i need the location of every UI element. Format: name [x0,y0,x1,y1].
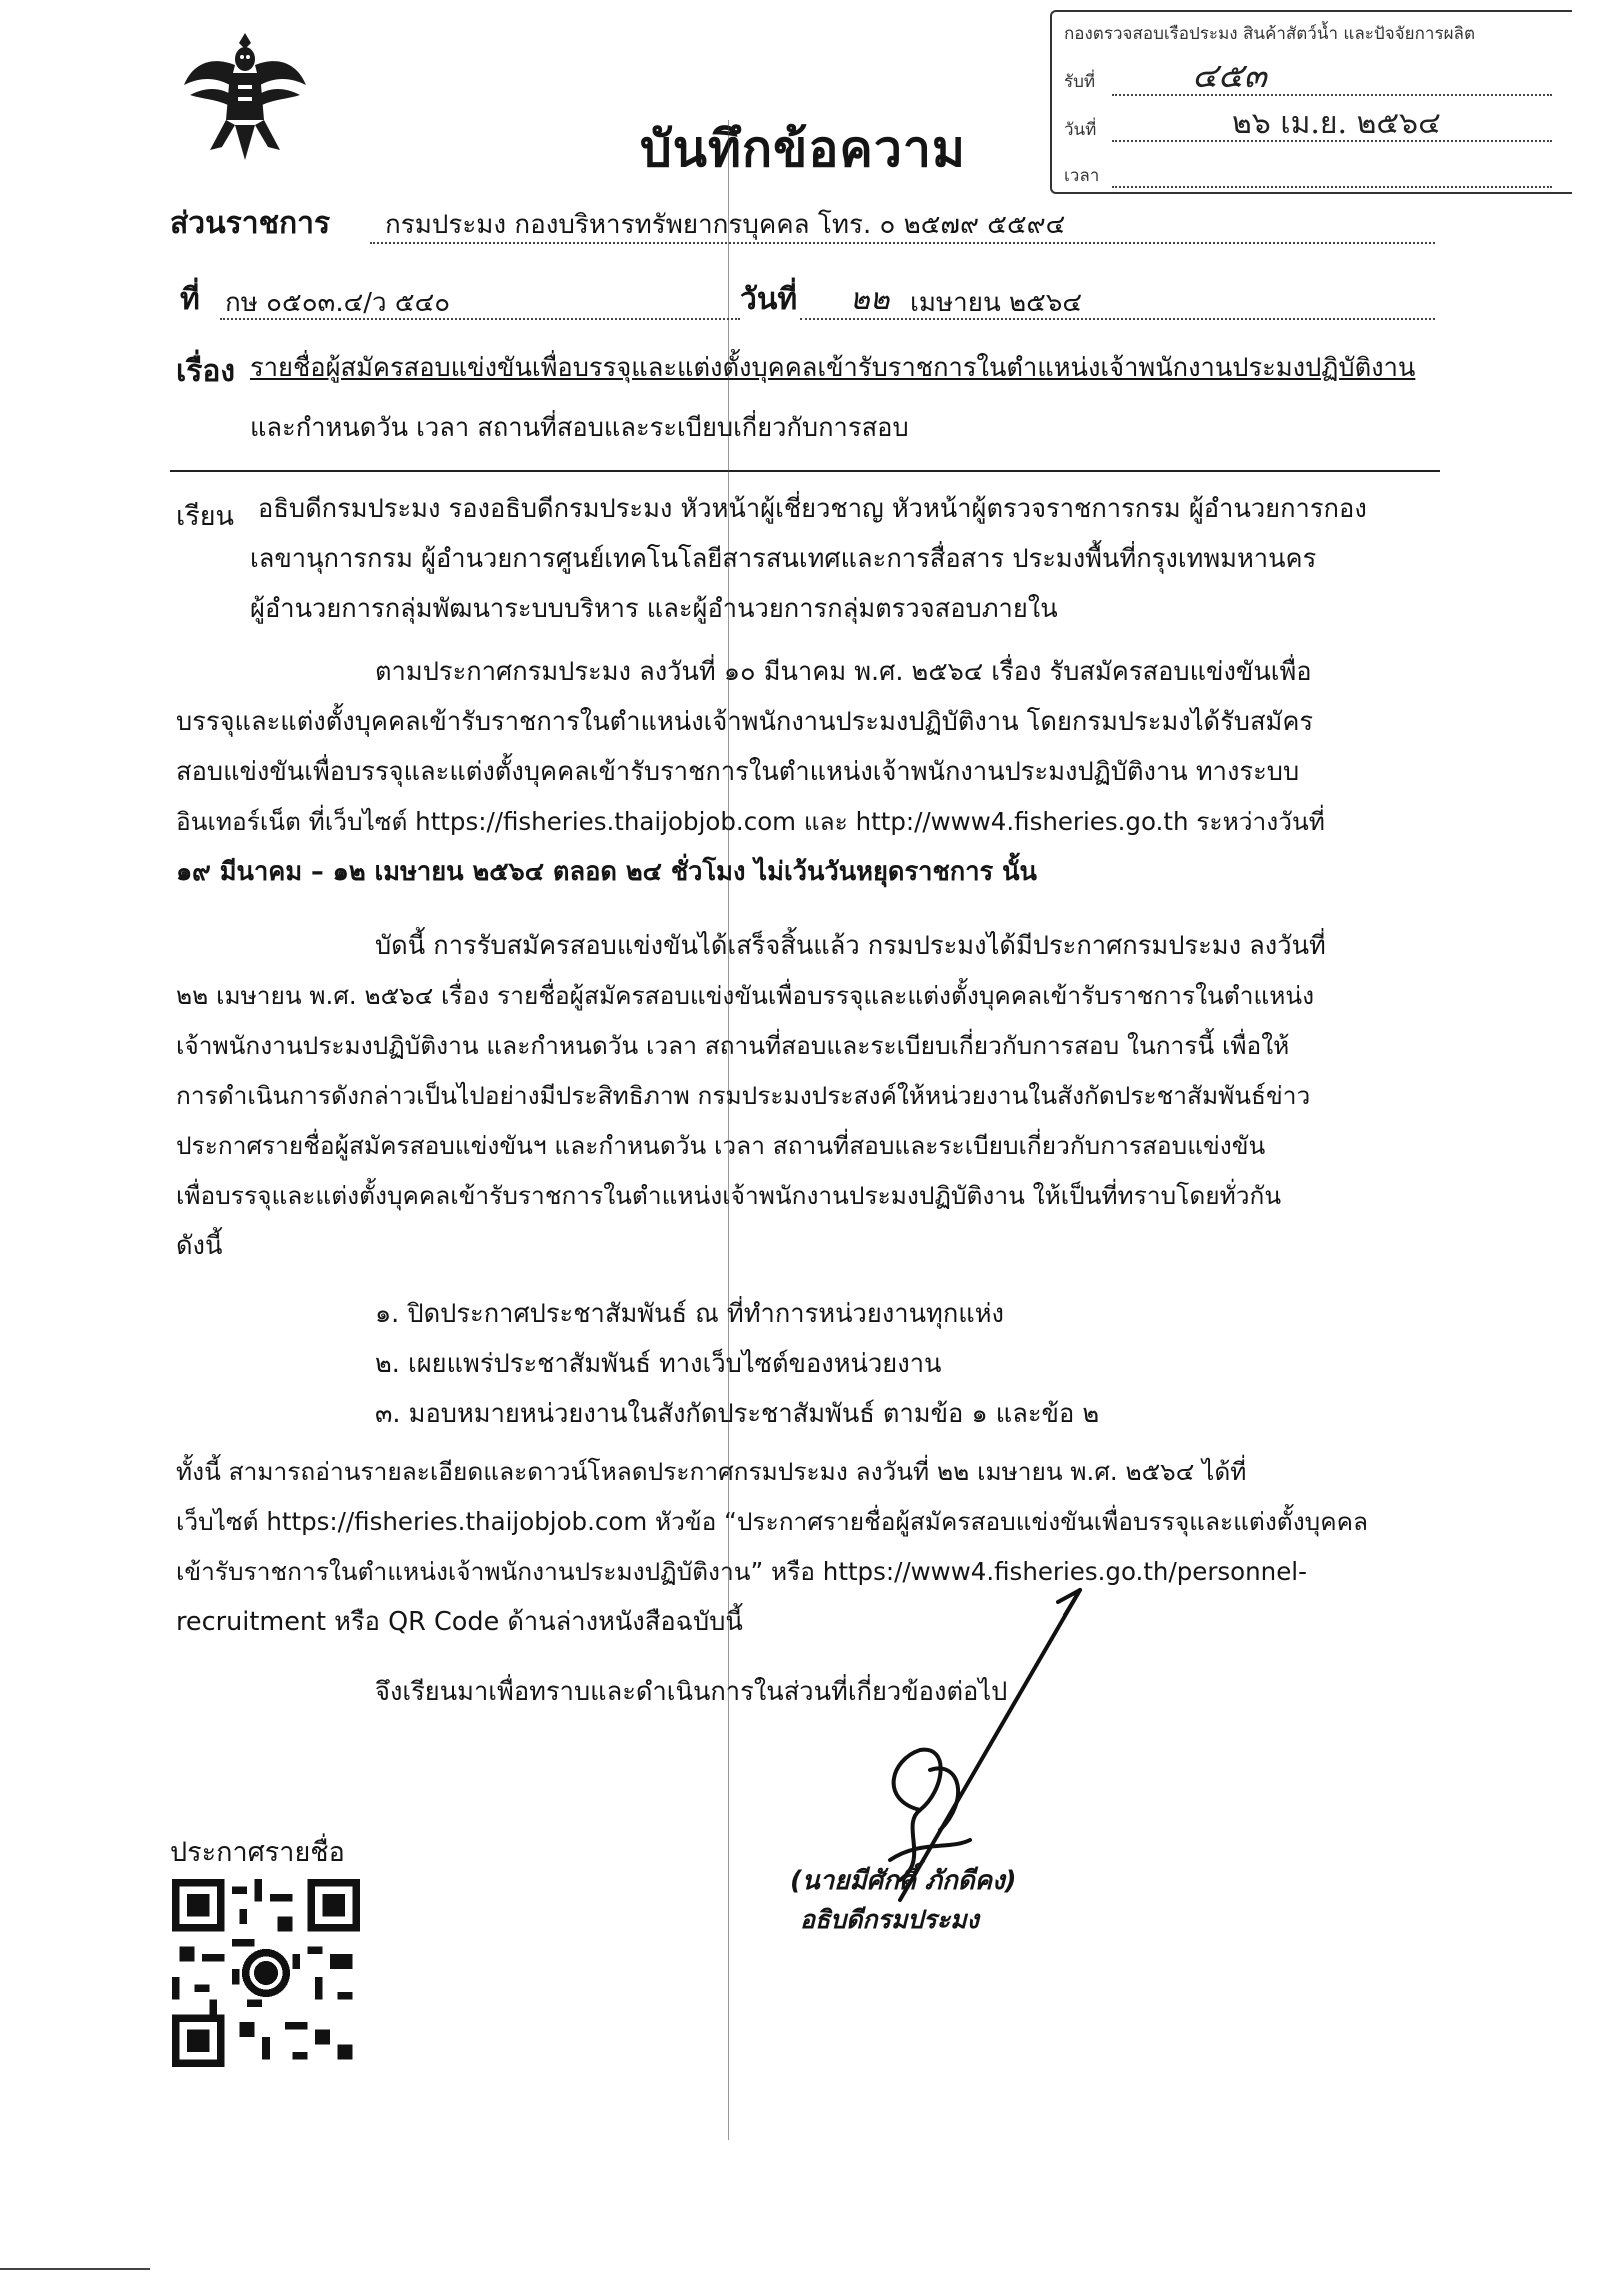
agency-label: ส่วนราชการ [170,206,331,241]
page-title: บันทึกข้อความ [640,120,966,178]
p2-line-3: เจ้าพนักงานประมงปฏิบัติงาน และกำหนดวัน เวลา สถานที่สอบและระเบียบเกี่ยวกับการสอบ ในการนี้ เพื่อให้ [176,1031,1290,1060]
p3-line-1: ทั้งนี้ สามารถอ่านรายละเอียดและดาวน์โหลดประกาศกรมประมง ลงวันที่ ๒๒ เมษายน พ.ศ. ๒๕๖๔ ได้ที่ [176,1457,1247,1486]
p3-line-3: เข้ารับราชการในตำแหน่งเจ้าพนักงานประมงปฏิบัติงาน” หรือ https://www4.fisheries.go.th/personnel- [176,1557,1307,1586]
scan-edge [0,2268,150,2270]
p2-line-6: เพื่อบรรจุและแต่งตั้งบุคคลเข้ารับราชการในตำแหน่งเจ้าพนักงานประมงปฏิบัติงาน ให้เป็นที่ทราบโดยทั่วกัน [176,1181,1282,1210]
date-label: วันที่ [740,282,798,317]
qr-code-icon[interactable] [172,1878,360,2068]
p3-line-2: เว็บไซต์ https://fisheries.thaijobjob.com หัวข้อ “ประกาศรายชื่อผู้สมัครสอบแข่งขันเพื่อบรรจุและแต่งตั้งบุคคล [176,1507,1369,1536]
p3-line-4: recruitment หรือ QR Code ด้านล่างหนังสือฉบับนี้ [176,1607,743,1637]
date-value: เมษายน ๒๕๖๔ [910,288,1083,318]
to-line-2: เลขานุการกรม ผู้อำนวยการศูนย์เทคโนโลยีสารสนเทศและการสื่อสาร ประมงพื้นที่กรุงเทพมหานคร [250,544,1317,574]
p1-line-1: ตามประกาศกรมประมง ลงวันที่ ๑๐ มีนาคม พ.ศ. ๒๕๖๔ เรื่อง รับสมัครสอบแข่งขันเพื่อ [375,657,1312,687]
list-item-2: ๒. เผยแพร่ประชาสัมพันธ์ ทางเว็บไซต์ของหน่วยงาน [375,1349,942,1379]
stamp-date-label: วันที่ [1064,120,1097,140]
subject-line-2: และกำหนดวัน เวลา สถานที่สอบและระเบียบเกี่ยวกับการสอบ [250,413,909,443]
signatory-name: (นายมีศักดิ์ ภักดีคง) [790,1866,1017,1896]
stamp-date: ๒๖ เม.ย. ๒๕๖๔ [1232,106,1441,141]
to-line-3: ผู้อำนวยการกลุ่มพัฒนาระบบบริหาร และผู้อำนวยการกลุ่มตรวจสอบภายใน [250,594,1058,624]
fold-line [728,120,729,2140]
p2-line-4: การดำเนินการดังกล่าวเป็นไปอย่างมีประสิทธิภาพ กรมประมงประสงค์ให้หน่วยงานในสังกัดประชาสัมพันธ์ข่าว [176,1081,1311,1110]
to-line-1: อธิบดีกรมประมง รองอธิบดีกรมประมง หัวหน้าผู้เชี่ยวชาญ หัวหน้าผู้ตรวจราชการกรม ผู้อำนวยการกอง [258,494,1367,524]
stamp-org: กองตรวจสอบเรือประมง สินค้าสัตว์น้ำ และปัจจัยการผลิต [1064,24,1475,44]
to-label: เรียน [176,501,235,532]
p1-line-3: สอบแข่งขันเพื่อบรรจุและแต่งตั้งบุคคลเข้ารับราชการในตำแหน่งเจ้าพนักงานประมงปฏิบัติงาน ทางระบบ [176,757,1300,787]
subject-label: เรื่อง [176,354,236,389]
stamp-time-label: เวลา [1064,166,1100,186]
ref-value: กษ ๐๕๐๓.๔/ว ๕๔๐ [225,288,451,318]
date-day: ๒๒ [850,282,890,317]
list-item-1: ๑. ปิดประกาศประชาสัมพันธ์ ณ ที่ทำการหน่วยงานทุกแห่ง [375,1299,1004,1329]
list-item-3: ๓. มอบหมายหน่วยงานในสังกัดประชาสัมพันธ์ ตามข้อ ๑ และข้อ ๒ [375,1399,1100,1429]
p1-line-4: อินเทอร์เน็ต ที่เว็บไซต์ https://fisheries.thaijobjob.com และ http://www4.fisheries.go.th ระหว่างวันที่ [176,807,1325,836]
closing-line: จึงเรียนมาเพื่อทราบและดำเนินการในส่วนที่เกี่ยวข้องต่อไป [375,1677,1008,1707]
p2-line-1: บัดนี้ การรับสมัครสอบแข่งขันได้เสร็จสิ้นแล้ว กรมประมงได้มีประกาศกรมประมง ลงวันที่ [375,931,1326,961]
ref-label: ที่ [180,282,200,317]
p1-line-5: ๑๙ มีนาคม – ๑๒ เมษายน ๒๕๖๔ ตลอด ๒๔ ชั่วโมง ไม่เว้นวันหยุดราชการ นั้น [176,857,1037,887]
p1-line-2: บรรจุและแต่งตั้งบุคคลเข้ารับราชการในตำแหน่งเจ้าพนักงานประมงปฏิบัติงาน โดยกรมประมงได้รับสมัคร [176,707,1314,737]
signatory-position: อธิบดีกรมประมง [800,1905,979,1934]
p2-line-5: ประกาศรายชื่อผู้สมัครสอบแข่งขันฯ และกำหนดวัน เวลา สถานที่สอบและระเบียบเกี่ยวกับการสอบแข่งขัน [176,1131,1266,1160]
p2-line-2: ๒๒ เมษายน พ.ศ. ๒๕๖๔ เรื่อง รายชื่อผู้สมัครสอบแข่งขันเพื่อบรรจุและแต่งตั้งบุคคลเข้ารับราชการในตำแหน่ง [176,981,1315,1010]
stamp-receive-label: รับที่ [1064,72,1096,92]
stamp-receive-number: ๔๕๓ [1192,56,1267,96]
agency-value: กรมประมง กองบริหารทรัพยากรบุคคล โทร. ๐ ๒๕๗๙ ๕๕๙๔ [385,210,1066,240]
qr-label: ประกาศรายชื่อ [170,1837,345,1868]
p2-line-7: ดังนี้ [176,1231,223,1261]
subject-line-1: รายชื่อผู้สมัครสอบแข่งขันเพื่อบรรจุและแต่งตั้งบุคคลเข้ารับราชการในตำแหน่งเจ้าพนักงานประมงปฏิบัติงาน [250,353,1416,383]
